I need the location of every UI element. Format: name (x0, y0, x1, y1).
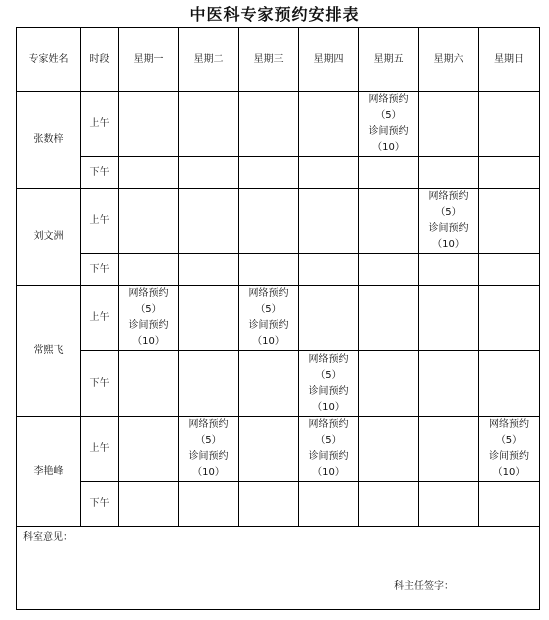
expert-name: 常熙飞 (17, 286, 81, 417)
slot-content (479, 417, 539, 481)
slot-text: （5） (375, 110, 402, 121)
slot-text: 网络预约 (489, 419, 529, 430)
slot-text: （5） (195, 435, 222, 446)
column-header: 星期一 (119, 28, 179, 92)
slot-text: 网络预约 (368, 94, 409, 105)
column-header: 星期日 (479, 28, 540, 92)
column-header: 星期五 (359, 28, 419, 92)
slot-text: 诊间预约 (489, 451, 529, 462)
appointment-slot (239, 286, 299, 351)
empty-slot (299, 286, 359, 351)
empty-slot (419, 286, 479, 351)
slot-text: 诊间预约 (128, 320, 169, 331)
empty-slot (359, 351, 419, 417)
empty-slot (239, 482, 299, 527)
empty-slot (239, 351, 299, 417)
empty-slot (479, 286, 540, 351)
table-row (17, 351, 540, 417)
slot-content (419, 189, 478, 253)
slot-text: 网络预约 (308, 419, 349, 430)
empty-slot (419, 482, 479, 527)
empty-slot (299, 92, 359, 157)
empty-slot (239, 417, 299, 482)
empty-slot (479, 351, 540, 417)
slot-text: （10） (432, 239, 465, 250)
table-row (17, 92, 540, 157)
slot-content (299, 417, 358, 481)
empty-slot (359, 189, 419, 254)
empty-slot (119, 351, 179, 417)
period-label: 下午 (81, 254, 119, 286)
slot-text: 网络预约 (248, 288, 289, 299)
period-label: 上午 (81, 189, 119, 254)
slot-text: 网络预约 (428, 191, 469, 202)
column-header: 专家姓名 (17, 28, 81, 92)
header-row (17, 28, 540, 92)
slot-text: 诊间预约 (188, 451, 229, 462)
empty-slot (119, 417, 179, 482)
appointment-slot (419, 189, 479, 254)
period-label: 上午 (81, 417, 119, 482)
empty-slot (299, 189, 359, 254)
table-row (17, 286, 540, 351)
empty-slot (419, 157, 479, 189)
page-title: 中医科专家预约安排表 (189, 5, 360, 24)
period-label: 上午 (81, 92, 119, 157)
comment-label: 科室意见： (23, 532, 73, 543)
empty-slot (479, 254, 540, 286)
slot-text: （10） (492, 467, 526, 478)
empty-slot (419, 417, 479, 482)
slot-text: 诊间预约 (368, 126, 409, 137)
slot-text: 网络预约 (308, 353, 349, 365)
empty-slot (359, 286, 419, 351)
footer-row (17, 527, 540, 610)
slot-text: （5） (255, 304, 282, 315)
period-label: 下午 (81, 482, 119, 527)
table-row (17, 417, 540, 482)
appointment-slot (119, 286, 179, 351)
empty-slot (239, 254, 299, 286)
slot-text: （5） (135, 304, 162, 315)
empty-slot (239, 92, 299, 157)
comment-area (17, 527, 540, 610)
empty-slot (179, 351, 239, 417)
appointment-slot (299, 417, 359, 482)
empty-slot (119, 254, 179, 286)
slot-text: （10） (252, 336, 285, 347)
slot-text: （5） (495, 435, 523, 446)
empty-slot (419, 254, 479, 286)
slot-text: 诊间预约 (308, 385, 349, 397)
empty-slot (299, 482, 359, 527)
table-row (17, 189, 540, 254)
column-header: 星期三 (239, 28, 299, 92)
empty-slot (299, 157, 359, 189)
schedule-table (16, 27, 540, 610)
table-row (17, 254, 540, 286)
empty-slot (179, 157, 239, 189)
appointment-slot (479, 417, 540, 482)
slot-text: （5） (315, 435, 342, 446)
empty-slot (479, 157, 540, 189)
empty-slot (359, 417, 419, 482)
empty-slot (479, 189, 540, 254)
slot-text: （10） (312, 401, 345, 413)
slot-content (239, 286, 298, 350)
empty-slot (179, 189, 239, 254)
appointment-slot (179, 417, 239, 482)
column-header: 时段 (81, 28, 119, 92)
slot-text: （5） (435, 207, 462, 218)
slot-content (359, 92, 418, 156)
empty-slot (419, 92, 479, 157)
slot-text: （10） (132, 336, 165, 347)
period-label: 上午 (81, 286, 119, 351)
empty-slot (359, 157, 419, 189)
period-label: 下午 (81, 157, 119, 189)
slot-text: （10） (312, 467, 345, 478)
table-row (17, 157, 540, 189)
signature-label: 科主任签字： (394, 581, 454, 592)
period-label: 下午 (81, 351, 119, 417)
empty-slot (119, 92, 179, 157)
slot-content (119, 286, 178, 350)
slot-text: 诊间预约 (308, 451, 349, 462)
table-row (17, 482, 540, 527)
slot-text: 诊间预约 (428, 223, 469, 234)
slot-text: （10） (372, 142, 405, 153)
empty-slot (239, 189, 299, 254)
empty-slot (119, 189, 179, 254)
empty-slot (179, 254, 239, 286)
empty-slot (479, 482, 540, 527)
column-header: 星期四 (299, 28, 359, 92)
empty-slot (119, 482, 179, 527)
empty-slot (179, 482, 239, 527)
slot-text: （10） (192, 467, 225, 478)
appointment-slot (359, 92, 419, 157)
slot-text: 网络预约 (128, 288, 169, 299)
empty-slot (479, 92, 540, 157)
empty-slot (179, 92, 239, 157)
slot-text: （5） (315, 369, 342, 381)
expert-name: 刘文洲 (17, 189, 81, 286)
empty-slot (359, 254, 419, 286)
column-header: 星期六 (419, 28, 479, 92)
slot-content (299, 352, 358, 416)
slot-text: 网络预约 (188, 419, 229, 430)
empty-slot (239, 157, 299, 189)
column-header: 星期二 (179, 28, 239, 92)
slot-text: 诊间预约 (248, 320, 289, 331)
empty-slot (119, 157, 179, 189)
slot-content (179, 417, 238, 481)
empty-slot (359, 482, 419, 527)
empty-slot (419, 351, 479, 417)
empty-slot (179, 286, 239, 351)
appointment-slot (299, 351, 359, 417)
expert-name: 张数梓 (17, 92, 81, 189)
empty-slot (299, 254, 359, 286)
expert-name: 李艳峰 (17, 417, 81, 527)
